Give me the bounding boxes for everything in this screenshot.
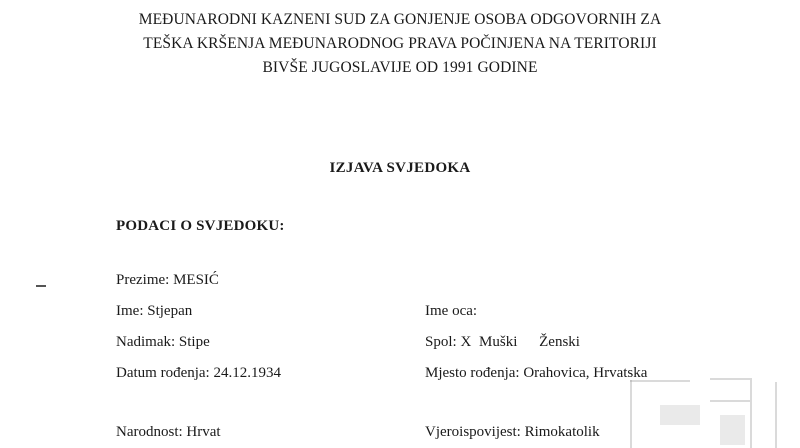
header-line-3: BIVŠE JUGOSLAVIJE OD 1991 GODINE (262, 59, 538, 76)
gender-field (425, 334, 580, 351)
nickname-field: Nadimak: Stipe (116, 334, 210, 350)
birth-place-field: Mjesto rođenja: Orahovica, Hrvatska (425, 365, 648, 381)
gender-checkmark: X (460, 334, 472, 350)
gender-male-option: Muški (479, 334, 518, 350)
birth-date-field: Datum rođenja: 24.12.1934 (116, 365, 281, 381)
court-header (0, 8, 800, 80)
father-name-field: Ime oca: (425, 303, 478, 319)
margin-mark (36, 285, 46, 287)
first-name-field: Ime: Stjepan (116, 303, 193, 319)
witness-data-heading: PODACI O SVJEDOKU: (116, 218, 285, 234)
gender-female-option: Ženski (539, 334, 580, 350)
stamp-watermark (600, 360, 800, 448)
surname-field: Prezime: MESIĆ (116, 272, 219, 288)
nationality-field: Narodnost: Hrvat (116, 424, 221, 440)
header-line-2: TEŠKA KRŠENJA MEĐUNARODNOG PRAVA POČINJENA NA TERITORIJI (143, 35, 657, 52)
header-line-1: MEĐUNARODNI KAZNENI SUD ZA GONJENJE OSOBA ODGOVORNIH ZA (138, 11, 662, 28)
religion-field: Vjeroispovijest: Rimokatolik (425, 424, 600, 440)
document-title: IZJAVA SVJEDOKA (329, 160, 471, 176)
gender-label: Spol: (425, 334, 457, 350)
